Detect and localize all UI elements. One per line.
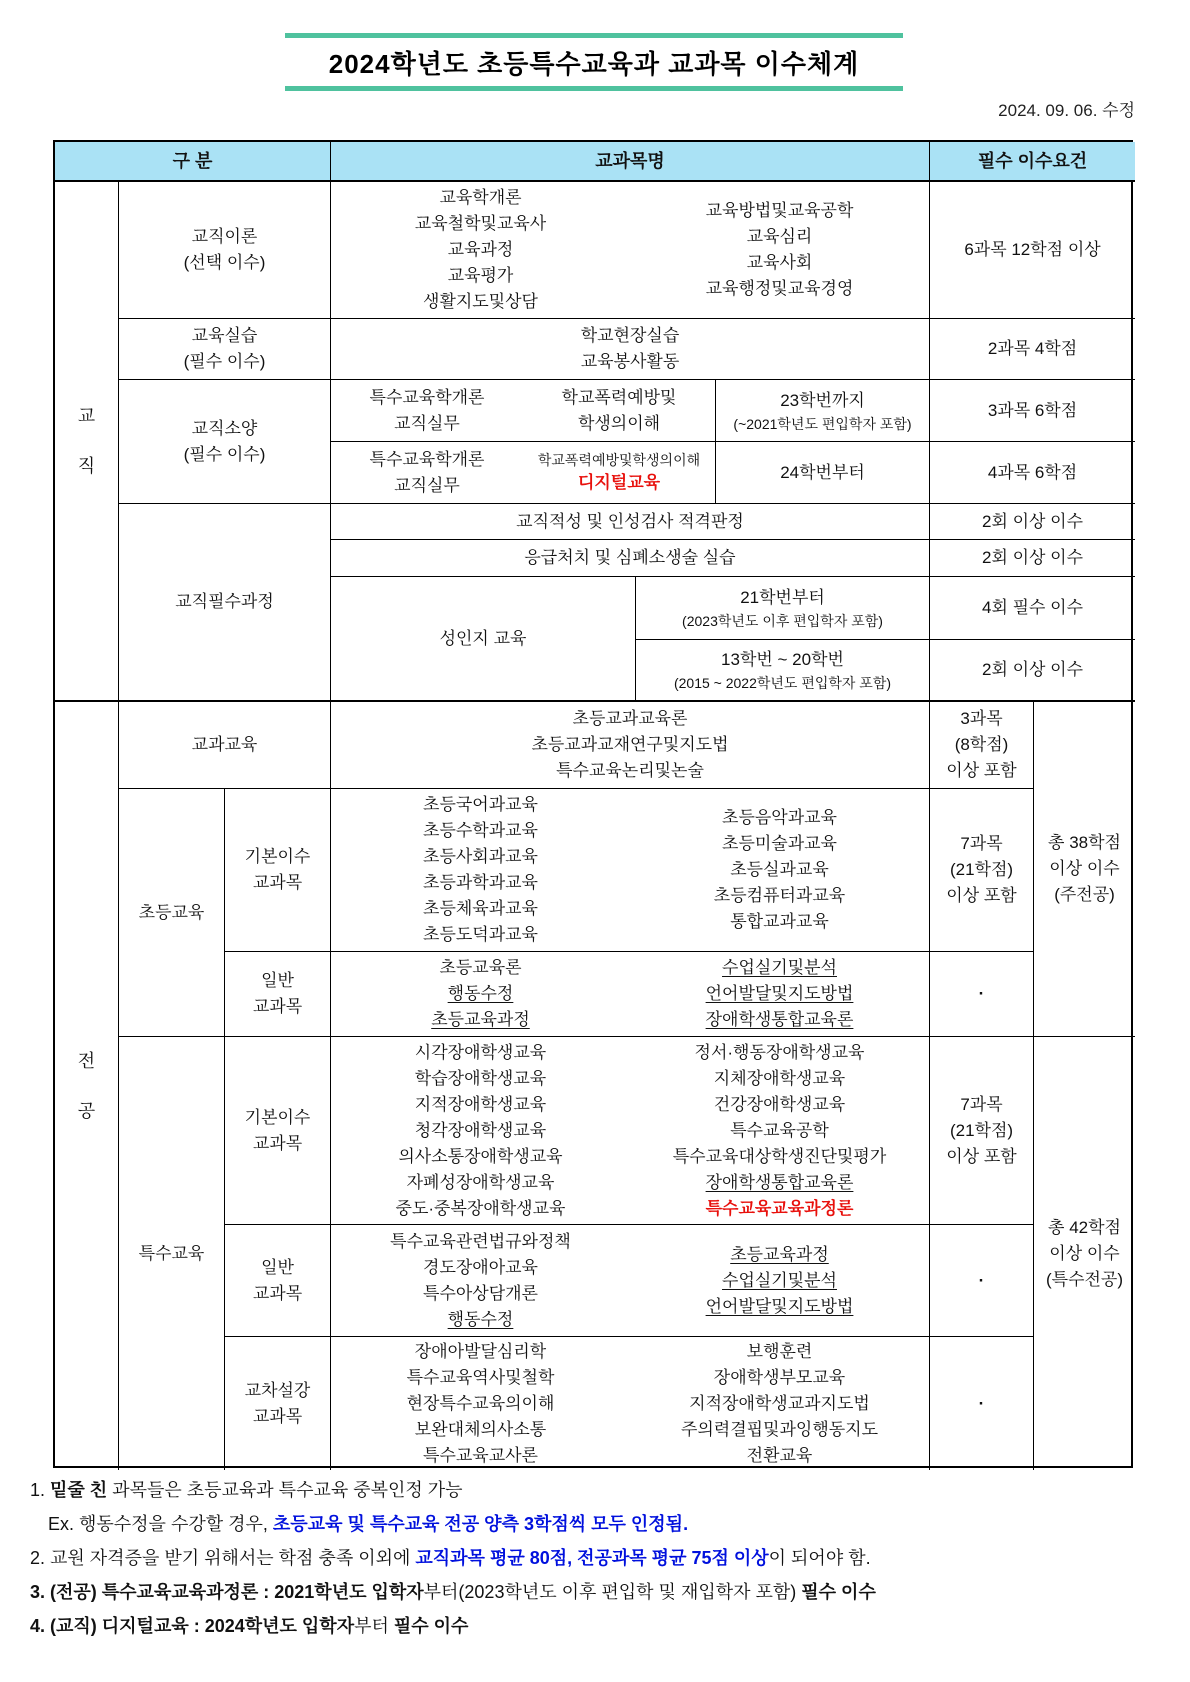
footnote-2: 2. 교원 자격증을 받기 위해서는 학점 충족 이외에 교직과목 평균 80점, 전공과목 평균 75점 이상이 되어야 함. <box>30 1548 871 1568</box>
requirement-elem-general: · <box>930 952 1034 1037</box>
subjects-elem-basic-left: 초등국어과교육 초등수학과교육 초등사회과교육 초등과학과교육 초등체육과교육 초등도덕과교육 <box>423 795 538 944</box>
total-special-major: 총 42학점 이상 이수 (특수전공) <box>1045 1217 1123 1289</box>
footnote-1: 1. 밑줄 친 과목들은 초등교육과 특수교육 중복인정 가능 <box>30 1480 463 1500</box>
subjects-theory <box>331 182 930 319</box>
subjects-elem-general-right: 수업실기및분석 언어발달및지도방법 장애학생통합교육론 <box>705 958 854 1029</box>
requirement-cpr: 2회 이상 이수 <box>930 540 1135 577</box>
title-bottom-rule <box>285 86 903 91</box>
category-cross-listed: 교차설강 교과목 <box>225 1337 331 1470</box>
subjects-soyang-row2 <box>331 442 715 504</box>
footnotes <box>30 1478 1160 1648</box>
requirement-aptitude: 2회 이상 이수 <box>930 504 1135 540</box>
requirement-soyang-row2: 4과목 6학점 <box>930 442 1135 504</box>
subjects-soyang1-left: 특수교육학개론 교직실무 <box>369 387 485 433</box>
category-gyogwa: 교과교육 <box>119 702 331 789</box>
subjects-theory-left: 교육학개론 교육철학및교육사 교육과정 교육평가 생활지도및상담 <box>414 188 547 311</box>
subjects-soyang1-mid: 학교폭력예방및 학생의이해 <box>561 387 677 433</box>
subjects-elem-basic-right: 초등음악과교육 초등미술과교육 초등실과교육 초등컴퓨터과교육 통합교과교육 <box>713 808 846 931</box>
requirement-special-general: · <box>930 1225 1034 1337</box>
header-category: 구 분 <box>55 142 331 182</box>
requirement-theory: 6과목 12학점 이상 <box>930 182 1135 319</box>
subjects-elem-general-left: 초등교육론 행동수정 초등교육과정 <box>431 958 530 1029</box>
header-requirement: 필수 이수요건 <box>930 142 1135 182</box>
requirement-gender-1: 4회 필수 이수 <box>930 577 1135 640</box>
subjects-cross-right: 보행훈련 장애학생부모교육 지적장애학생교과지도법 주의력결핍및과잉행동지도 전환교육 <box>680 1341 879 1465</box>
header-subjects: 교과목명 <box>331 142 930 182</box>
curriculum-table <box>53 140 1133 1468</box>
footnote-1-example: Ex. 행동수정을 수강할 경우, 초등교육 및 특수교육 전공 양측 3학점씩 모두 인정됨. <box>48 1514 689 1534</box>
category-elem-basic: 기본이수 교과목 <box>225 789 331 952</box>
subjects-elem-basic <box>331 789 930 952</box>
requirement-gyogwa: 3과목 (8학점) 이상 포함 <box>930 702 1034 789</box>
subjects-special-general-right: 초등교육과정 수업실기및분석 언어발달및지도방법 <box>705 1244 854 1316</box>
subject-cpr: 응급처치 및 심폐소생술 실습 <box>331 540 930 577</box>
subjects-practice: 학교현장실습 교육봉사활동 <box>331 319 930 380</box>
revision-date: 2024. 09. 06. 수정 <box>998 101 1135 120</box>
section-label-jeongong: 전 공 <box>55 702 119 1470</box>
title-top-rule <box>285 33 903 38</box>
category-special-basic: 기본이수 교과목 <box>225 1037 331 1225</box>
subjects-gyogwa: 초등교과교육론 초등교과교재연구및지도법 특수교육논리및논술 <box>331 702 930 789</box>
footnote-4: 4. (교직) 디지털교육 : 2024학년도 입학자부터 필수 이수 <box>30 1616 469 1636</box>
category-soyang: 교직소양 (필수 이수) <box>119 380 331 504</box>
category-theory: 교직이론 (선택 이수) <box>119 182 331 319</box>
cohort-gender-1: 21학번부터 (2023학년도 이후 편입학자 포함) <box>636 577 930 640</box>
subjects-special-basic-right: 정서·행동장애학생교육 지체장애학생교육 건강장애학생교육 특수교육공학 특수교육대상학생진단및평가 장애학생통합교육론 특수교육교육과정론 <box>672 1042 887 1218</box>
section-label-gyojik: 교 직 <box>55 182 119 702</box>
category-elem-general: 일반 교과목 <box>225 952 331 1037</box>
subjects-special-general-left: 특수교육관련법규와정책 경도장애아교육 특수아상담개론 행동수정 <box>390 1231 571 1329</box>
total-main-major: 총 38학점 이상 이수 (주전공) <box>1034 702 1135 1037</box>
category-required-course: 교직필수과정 <box>119 504 331 702</box>
subjects-special-basic <box>331 1037 930 1225</box>
category-special-general: 일반 교과목 <box>225 1225 331 1337</box>
footnote-3: 3. (전공) 특수교육교육과정론 : 2021학년도 입학자부터(2023학년도 이후 편입학 및 재입학자 포함) 필수 이수 <box>30 1582 876 1602</box>
subject-aptitude: 교직적성 및 인성검사 적격판정 <box>331 504 930 540</box>
page-title: 2024학년도 초등특수교육과 교과목 이수체계 <box>328 48 860 79</box>
subjects-special-general <box>331 1225 930 1337</box>
requirement-cross-listed: · <box>930 1337 1034 1470</box>
subjects-cross-left: 장애아발달심리학 특수교육역사및철학 현장특수교육의이해 보완대체의사소통 특수교육교사론 <box>406 1341 555 1465</box>
cohort-gender-2: 13학번 ~ 20학번 (2015 ~ 2022학년도 편입학자 포함) <box>636 640 930 702</box>
category-practice: 교육실습 (필수 이수) <box>119 319 331 380</box>
requirement-practice: 2과목 4학점 <box>930 319 1135 380</box>
subject-gender-education: 성인지 교육 <box>331 577 636 702</box>
subjects-soyang2-left: 특수교육학개론 교직실무 <box>369 449 485 495</box>
subjects-elem-general <box>331 952 930 1037</box>
cohort-soyang-row1: 23학번까지 (~2021학년도 편입학자 포함) <box>715 380 930 442</box>
requirement-elem-basic: 7과목 (21학점) 이상 포함 <box>930 789 1034 952</box>
subjects-cross-listed <box>331 1337 930 1470</box>
subjects-theory-right: 교육방법및교육공학 교육심리 교육사회 교육행정및교육경영 <box>705 201 854 298</box>
category-elementary: 초등교육 <box>119 789 225 1037</box>
requirement-soyang-row1: 3과목 6학점 <box>930 380 1135 442</box>
subjects-soyang-row1 <box>331 380 715 442</box>
subjects-soyang2-mid: 학교폭력예방및학생의이해 디지털교육 <box>537 451 701 492</box>
cohort-soyang-row2: 24학번부터 <box>715 442 930 504</box>
requirement-gender-2: 2회 이상 이수 <box>930 640 1135 702</box>
subjects-special-basic-left: 시각장애학생교육 학습장애학생교육 지적장애학생교육 청각장애학생교육 의사소통장애학생교육 자폐성장애학생교육 중도·중복장애학생교육 <box>395 1042 566 1218</box>
requirement-special-basic: 7과목 (21학점) 이상 포함 <box>930 1037 1034 1225</box>
category-special: 특수교육 <box>119 1037 225 1470</box>
